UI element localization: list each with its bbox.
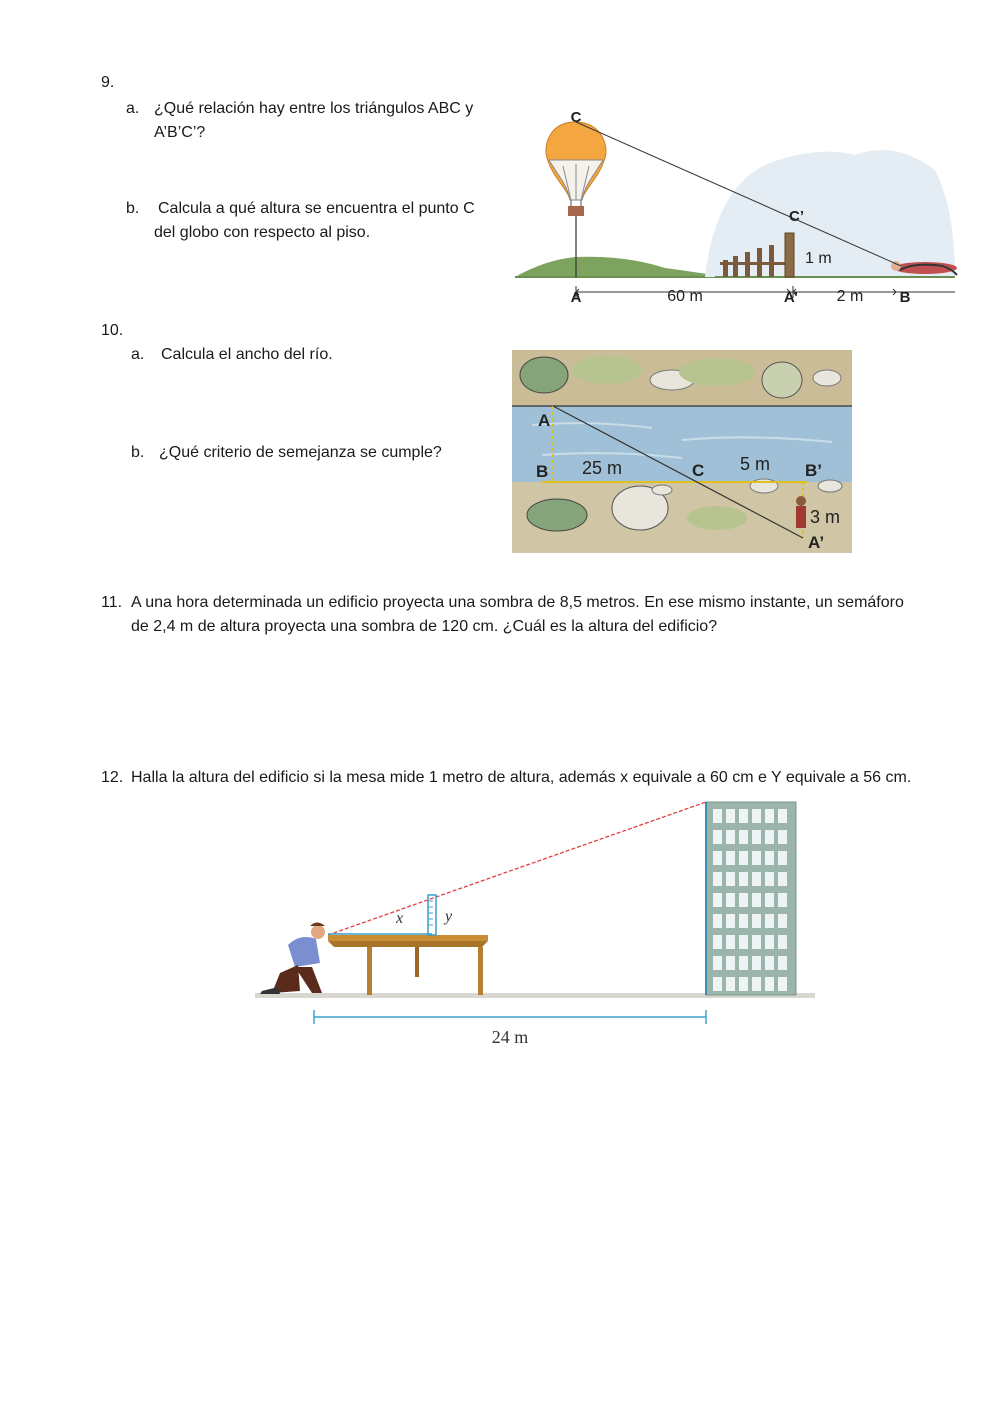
- building-window: [765, 893, 774, 907]
- building-window: [739, 809, 748, 823]
- building-window: [752, 977, 761, 991]
- building-window: [739, 956, 748, 970]
- building-window: [752, 830, 761, 844]
- building-window: [739, 872, 748, 886]
- building-window: [739, 830, 748, 844]
- q9-label-C: C: [570, 109, 582, 126]
- building-window: [713, 977, 722, 991]
- building-window: [752, 851, 761, 865]
- building-window: [726, 851, 735, 865]
- q11-line1: A una hora determinada un edificio proyecta una sombra de 8,5 metros. En ese mismo instante, un semáforo: [131, 594, 904, 611]
- q9-a-line2: A’B’C’?: [154, 124, 206, 141]
- q9-distance-AB: 2 m: [836, 288, 864, 305]
- building-window: [713, 914, 722, 928]
- building-window: [713, 830, 722, 844]
- q10-distance-BA: 3 m: [810, 507, 841, 527]
- q10-label-B-prime: B’: [805, 461, 822, 480]
- river-water: [512, 406, 852, 482]
- building-window: [726, 830, 735, 844]
- balloon-icon: [546, 122, 606, 216]
- building-window: [778, 830, 787, 844]
- building-window: [765, 956, 774, 970]
- building-window: [752, 914, 761, 928]
- building-window: [726, 893, 735, 907]
- kneeling-person-icon: [260, 923, 325, 995]
- q12-label-x: x: [396, 910, 404, 927]
- q9-b-line2: del globo con respecto al piso.: [154, 224, 371, 241]
- q10-label-C: C: [692, 461, 705, 480]
- person-icon: [796, 496, 806, 528]
- building-window: [765, 809, 774, 823]
- q10-a-text: Calcula el ancho del río.: [161, 346, 333, 363]
- q12-number: 12.: [101, 769, 124, 786]
- building-window: [765, 851, 774, 865]
- building-window: [726, 956, 735, 970]
- building-window: [778, 872, 787, 886]
- building-figure: [250, 795, 820, 1055]
- q9-height-label: 1 m: [805, 250, 832, 267]
- q10-label-A: A: [538, 411, 551, 430]
- building-window: [739, 914, 748, 928]
- q10-b-text: ¿Qué criterio de semejanza se cumple?: [159, 444, 442, 461]
- q9-label-A-prime: A’: [783, 289, 799, 306]
- sight-line: [328, 802, 706, 935]
- building-window: [713, 893, 722, 907]
- building-window: [778, 914, 787, 928]
- q12-label-y: y: [445, 908, 453, 925]
- q10-distance-CB: 5 m: [740, 454, 771, 474]
- q9-label-C-prime: C’: [789, 208, 804, 225]
- building-window: [726, 935, 735, 949]
- hill-left: [515, 257, 720, 277]
- building-window: [713, 809, 722, 823]
- q11-number: 11.: [101, 594, 123, 611]
- building-window: [765, 830, 774, 844]
- balloon-figure: [515, 100, 965, 315]
- river-figure: [512, 350, 852, 553]
- building-window: [752, 872, 761, 886]
- building-window: [778, 893, 787, 907]
- building-window: [739, 977, 748, 991]
- q10-label-B: B: [536, 462, 549, 481]
- building-window: [778, 851, 787, 865]
- q12-distance: 24 m: [491, 1027, 529, 1047]
- q9-label-B: B: [899, 289, 911, 306]
- building-window: [778, 935, 787, 949]
- building-window: [713, 956, 722, 970]
- q9-a-line1: ¿Qué relación hay entre los triángulos ABC y: [154, 100, 474, 117]
- building-window: [765, 935, 774, 949]
- building-window: [752, 956, 761, 970]
- building-window: [726, 914, 735, 928]
- building-window: [765, 914, 774, 928]
- q10-distance-BC: 25 m: [582, 458, 623, 478]
- building-window: [778, 977, 787, 991]
- building-window: [778, 956, 787, 970]
- q12-text: Halla la altura del edificio si la mesa mide 1 metro de altura, además x equivale a 60 cm e Y equivale a 56 cm.: [131, 769, 912, 786]
- q9-distance-AA: 60 m: [667, 288, 703, 305]
- building-window: [739, 893, 748, 907]
- q10-b-marker: b.: [131, 444, 145, 461]
- building-window: [752, 893, 761, 907]
- q9-number: 9.: [101, 74, 115, 91]
- q10-label-A-prime: A’: [808, 533, 825, 552]
- q9-b-marker: b.: [126, 200, 140, 217]
- building-window: [739, 935, 748, 949]
- q11-line2: de 2,4 m de altura proyecta una sombra de 120 cm. ¿Cuál es la altura del edificio?: [131, 618, 718, 635]
- building-window: [765, 977, 774, 991]
- q9-b-line1: Calcula a qué altura se encuentra el punto C: [158, 200, 475, 217]
- building-window: [739, 851, 748, 865]
- building-window: [713, 935, 722, 949]
- building-window: [726, 872, 735, 886]
- building-window: [713, 851, 722, 865]
- building-window: [765, 872, 774, 886]
- building-window: [713, 872, 722, 886]
- q9-label-A: A: [570, 289, 582, 306]
- table-icon: [328, 935, 488, 995]
- building-icon: [706, 802, 796, 995]
- building-window: [726, 809, 735, 823]
- building-window: [752, 809, 761, 823]
- building-window: [778, 809, 787, 823]
- q10-a-marker: a.: [131, 346, 145, 363]
- ruler-icon: [428, 895, 436, 935]
- building-window: [752, 935, 761, 949]
- building-window: [726, 977, 735, 991]
- q10-number: 10.: [101, 322, 124, 339]
- q9-a-marker: a.: [126, 100, 140, 117]
